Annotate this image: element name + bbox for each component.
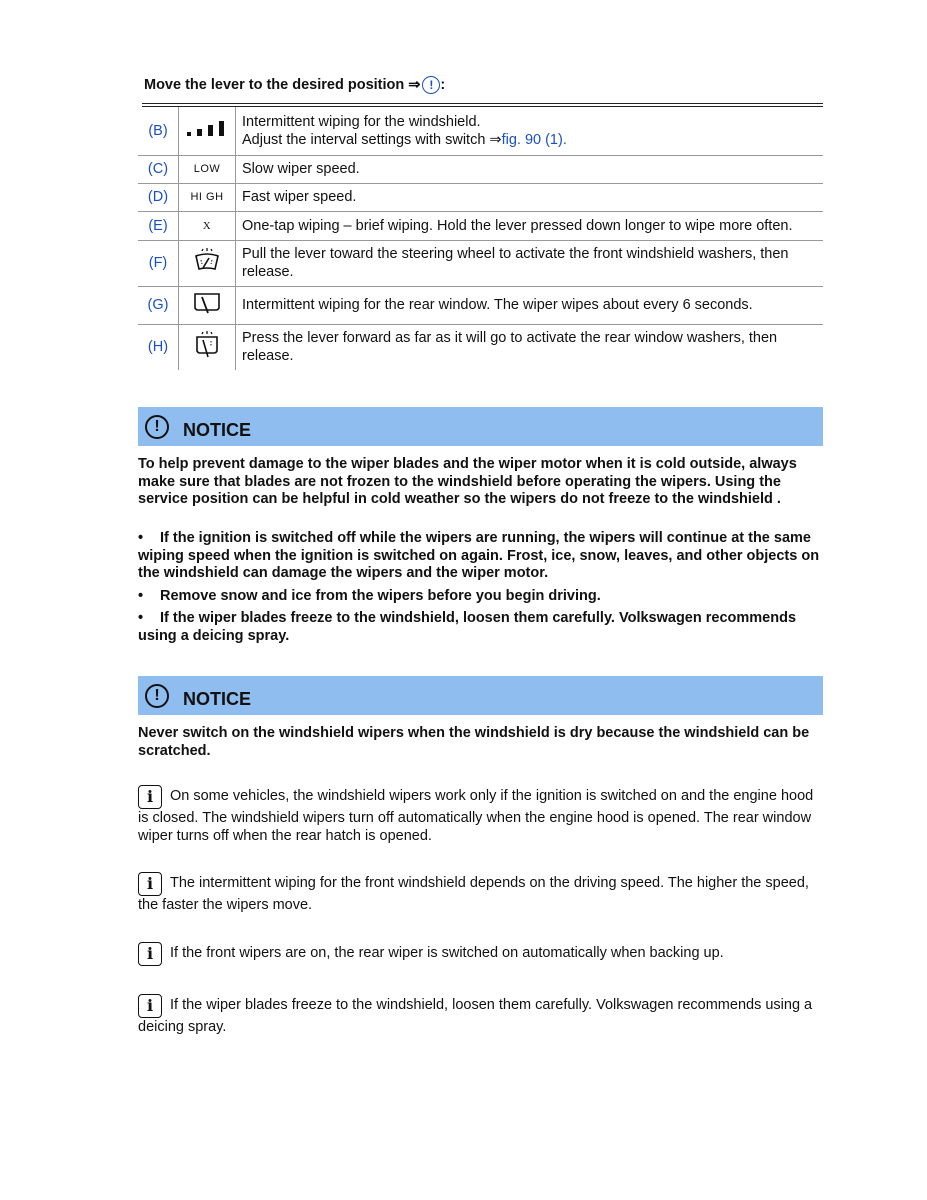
position-description: Fast wiper speed. (236, 183, 824, 211)
high-symbol: HI GH (179, 183, 236, 211)
position-description: One-tap wiping – brief wiping. Hold the lever pressed down longer to wipe more often. (236, 211, 824, 240)
info-text: On some vehicles, the windshield wipers work only if the ignition is switched on and the engine hood is closed. The windshield wipers turn off automatically when the engine hood is opened. The rear window wiper turns off when the rear hatch is opened. (138, 788, 814, 844)
table-row (138, 155, 823, 183)
position-description (236, 107, 824, 155)
notice-label: NOTICE (183, 420, 252, 440)
table-row (138, 107, 823, 155)
info-icon: i (138, 994, 162, 1018)
table-row (138, 211, 823, 240)
position-code: (C) (138, 155, 179, 183)
position-description: Intermittent wiping for the rear window. The wiper wipes about every 6 seconds. (236, 286, 824, 324)
table-row (138, 286, 823, 324)
rear-washer-icon (179, 324, 236, 370)
bullet-text: If the wiper blades freeze to the windshield, loosen them carefully. Volkswagen recommends using a deicing spray. (138, 610, 797, 644)
info-note (138, 785, 823, 845)
exclamation-circle-icon: ! (145, 684, 169, 708)
low-symbol: LOW (179, 155, 236, 183)
position-code: (H) (147, 339, 169, 356)
description-line: Intermittent wiping for the windshield. (242, 113, 481, 130)
info-text: The intermittent wiping for the front windshield depends on the driving speed. The higher the speed, the faster the wipers move. (138, 875, 809, 913)
signal-bars-icon (179, 107, 236, 155)
position-code: (D) (138, 183, 179, 211)
info-text: If the wiper blades freeze to the windshield, loosen them carefully. Volkswagen recommends using a deicing spray. (138, 997, 813, 1035)
front-washer-icon (179, 240, 236, 286)
lead-text: Move the lever to the desired position (144, 77, 405, 93)
table-row (138, 324, 823, 370)
notice-body: Never switch on the windshield wipers when the windshield is dry because the windshield can be scratched. (138, 725, 810, 759)
notice-body: To help prevent damage to the wiper blades and the wiper motor when it is cold outside, always make sure that blades are not frozen to the windshield before operating the wipers. Using the service position can be helpful in cold weather so the wipers do not freeze to the windshield . (138, 456, 797, 507)
position-code: (B) (138, 107, 179, 155)
info-icon: i (138, 942, 162, 966)
info-icon: i (138, 872, 162, 896)
info-icon: i (138, 785, 162, 809)
info-text: If the front wipers are on, the rear wiper is switched on automatically when backing up. (170, 945, 724, 961)
info-note (138, 872, 823, 914)
cross-reference-arrow: ⇒ (408, 77, 421, 93)
rear-wiper-icon (179, 286, 236, 324)
exclamation-circle-icon: ! (145, 415, 169, 439)
table-row (138, 240, 823, 286)
table-row (138, 183, 823, 211)
position-code: (G) (138, 286, 179, 324)
position-code: (F) (138, 240, 179, 286)
bullet-icon: • (138, 588, 144, 604)
notice-bullet (138, 588, 823, 606)
lead-instruction (144, 76, 445, 94)
notice-bullet (138, 530, 823, 583)
lead-colon: : (440, 77, 446, 93)
notice-bullet (138, 610, 823, 645)
notice-banner (138, 676, 823, 715)
table-top-rule (142, 103, 823, 104)
one-tap-symbol: X (179, 211, 236, 240)
bullet-text: Remove snow and ice from the wipers before you begin driving. (160, 588, 601, 604)
position-description: Press the lever forward as far as it will go to activate the rear window washers, then release. (242, 330, 778, 365)
bullet-icon: • (138, 610, 144, 626)
info-note (138, 994, 823, 1036)
wiper-positions-table (138, 107, 823, 370)
bullet-text: If the ignition is switched off while the wipers are running, the wipers will continue at the same wiping speed when the ignition is switched on again. Frost, ice, snow, leaves, and other objects on the windshield can damage the wipers and the wiper motor. (138, 530, 820, 581)
line-prefix: Adjust the interval settings with switch ⇒ (242, 131, 502, 148)
caution-icon[interactable]: ! (422, 76, 440, 94)
bullet-icon: • (138, 530, 144, 546)
description-line (242, 131, 823, 149)
position-description: Pull the lever toward the steering wheel to activate the front windshield washers, then release. (236, 240, 824, 286)
position-description: Slow wiper speed. (236, 155, 824, 183)
line-suffix: . (562, 131, 567, 148)
info-note (138, 942, 823, 966)
notice-banner (138, 407, 823, 446)
position-code: (E) (138, 211, 179, 240)
notice-label: NOTICE (183, 689, 252, 709)
figure-link[interactable]: fig. 90 (1) (501, 131, 563, 148)
